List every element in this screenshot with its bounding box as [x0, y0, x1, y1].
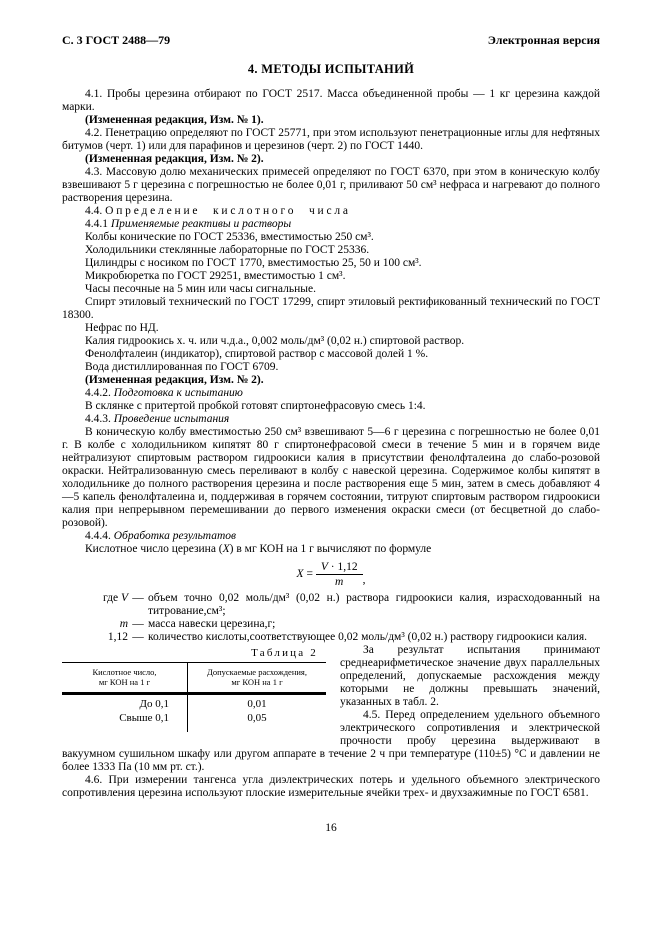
table-2-col1-header: [62, 663, 188, 694]
heading-4-4-3: [62, 413, 600, 426]
legend-label: [62, 631, 128, 644]
formula-intro-post: ) в мг КОН на 1 г вычисляют по формуле: [229, 543, 432, 555]
legend-label: [62, 592, 128, 618]
heading-4-4-2-num: 4.4.2.: [85, 387, 111, 399]
formula: [62, 561, 600, 588]
formula-numerator: [316, 561, 363, 575]
header-left-doc-ref: С. 3 ГОСТ 2488—79: [62, 33, 171, 47]
legend-var: m: [119, 618, 128, 630]
formula-legend: [62, 592, 600, 644]
reagent-item: Нефрас по НД.: [85, 322, 159, 334]
heading-4-4-3-title: Проведение испытания: [113, 413, 230, 425]
legend-row-coef: [62, 631, 600, 644]
table-2: [62, 662, 326, 732]
formula-fraction: [316, 561, 363, 588]
reagent-item: Фенолфталеин (индикатор), спиртовой раствор с массовой долей 1 %.: [85, 348, 429, 360]
legend-row-v: [62, 592, 600, 618]
reagent-item: Вода дистиллированная по ГОСТ 6709.: [85, 361, 279, 373]
formula-numerator-rest: · 1,12: [327, 561, 358, 573]
heading-4-4-4-num: 4.4.4.: [85, 530, 111, 542]
formula-intro-var: X: [222, 543, 230, 555]
heading-4-4-1: [62, 218, 600, 231]
heading-4-4: [62, 205, 600, 218]
col-header-line: Кислотное число,: [92, 667, 157, 677]
legend-dash: —: [132, 618, 144, 630]
formula-numerator-var: V: [320, 561, 328, 573]
reagent-item: Холодильники стеклянные лабораторные по ГОСТ 25336.: [85, 244, 370, 256]
formula-equals: =: [306, 568, 313, 581]
paragraph-result: За результат испытания принимают среднеарифметическое значение двух параллельных определений, допускаемые расхождения между которыми не должны превышать значений, указанных в табл. 2.: [340, 644, 600, 708]
amendment-note-2b: (Измененная редакция, Изм. № 2).: [85, 374, 264, 386]
formula-lhs: X: [296, 568, 304, 581]
legend-label: [62, 618, 128, 631]
heading-4-4-4: [62, 530, 600, 543]
table-2-block: [62, 647, 326, 732]
reagent-item: Цилиндры с носиком по ГОСТ 1770, вместимостью 25, 50 и 100 см³.: [85, 257, 422, 269]
heading-4-4-2: [62, 387, 600, 400]
reagent-item: Часы песочные на 5 мин или часы сигнальные.: [85, 283, 316, 295]
page-number: 16: [325, 822, 337, 834]
section-title: 4. МЕТОДЫ ИСПЫТАНИЙ: [247, 62, 415, 76]
table-2-caption: Таблица 2: [251, 647, 318, 659]
heading-4-4-1-title: Применяемые реактивы и растворы: [110, 218, 292, 230]
paragraph-4-3: 4.3. Массовую долю механических примесей определяют по ГОСТ 6370, при этом в коническую колбу взвешивают 5 г церезина с погрешностью не более 0,01 г, приливают 50 см³ нефраса и нагревают до полного растворения церезина.: [62, 166, 600, 204]
heading-4-4-1-num: 4.4.1: [85, 218, 108, 230]
table-2-header-row: [62, 663, 326, 694]
table-cell: Свыше 0,1: [62, 712, 188, 733]
legend-var: V: [120, 592, 128, 604]
heading-4-4-title: Определение кислотного числа: [105, 205, 351, 217]
paragraph-4-4-3: В коническую колбу вместимостью 250 см³ взвешивают 5—6 г церезина с погрешностью не более 0,01 г. В колбе с холодильником кипятят 80 г спиртонефрасовой смеси в течение 5 мин и в горячем виде нейтрализуют спиртовым раствором гидроокиси калия в присутствии фенолфталеина до слабо-розовой окраски. Нейтрализованную смесь переливают в колбу с навеской церезина. Содержимое колбы кипятят в холодильнике до полного растворения церезина и после растворения еще 5 мин, затем в смесь добавляют 4—5 капель фенолфталеина и, поддерживая в горячем состоянии, титруют спиртовым раствором гидроокиси калия при непрерывном перемешивании до первого изменения окраски смеси (от бесцветной до слабо-розовой).: [62, 426, 600, 529]
formula-intro: [62, 543, 600, 556]
paragraph-4-4-2: В склянке с притертой пробкой готовят спиртонефрасовую смесь 1:4.: [85, 400, 426, 412]
table-cell: 0,01: [247, 698, 267, 710]
reagent-item: Микробюретка по ГОСТ 29251, вместимостью 1 см³.: [85, 270, 346, 282]
reagent-item: Калия гидроокись х. ч. или ч.д.а., 0,002 моль/дм³ (0,02 н.) спиртовой раствор.: [85, 335, 465, 347]
legend-var: 1,12: [107, 631, 128, 643]
col-header-line: мг КОН на 1 г: [231, 677, 283, 687]
formula-intro-pre: Кислотное число церезина (: [85, 543, 223, 555]
paragraph-4-2: 4.2. Пенетрацию определяют по ГОСТ 25771, при этом используют пенетрационные иглы для нефтяных битумов (черт. 1) или для парафинов и церезинов (черт. 2) по ГОСТ 1440.: [62, 127, 600, 152]
amendment-note-2: (Измененная редакция, Изм. № 2).: [85, 153, 264, 165]
table-row: [62, 694, 326, 712]
paragraph-4-1: 4.1. Пробы церезина отбирают по ГОСТ 2517. Масса объединенной пробы — 1 кг церезина каждой марки.: [62, 88, 600, 113]
table-cell: До 0,1: [62, 694, 188, 712]
heading-4-4-num: 4.4.: [85, 205, 103, 217]
formula-denominator: m: [335, 576, 344, 588]
legend-text: объем точно 0,02 моль/дм³ (0,02 н.) раствора гидроокиси калия, израсходованный на титрование,см³;: [148, 592, 600, 617]
page-header: [62, 34, 600, 47]
paragraph-4-6: 4.6. При измерении тангенса угла диэлектрических потерь и удельного объемного электрического сопротивления церезина используют плоские измерительные ячейки трех- и двухзажимные по ГОСТ 6581.: [62, 774, 600, 799]
legend-row-m: [62, 618, 600, 631]
legend-pre: где: [102, 592, 121, 604]
reagent-item: Колбы конические по ГОСТ 25336, вместимостью 250 см³.: [85, 231, 374, 243]
formula-trailing-comma: ,: [362, 574, 366, 587]
col-header-line: мг КОН на 1 г: [98, 677, 151, 687]
table-row: [62, 712, 326, 733]
heading-4-4-3-num: 4.4.3.: [85, 413, 111, 425]
reagent-item: Спирт этиловый технический по ГОСТ 17299, спирт этиловый ректификованный технический по ГОСТ 18300.: [62, 296, 600, 321]
legend-text: масса навески церезина,г;: [148, 618, 276, 630]
legend-dash: —: [132, 592, 144, 604]
table-cell: 0,05: [247, 711, 267, 724]
legend-text: количество кислоты,соответствующее 0,02 моль/дм³ (0,02 н.) раствору гидроокиси калия.: [148, 631, 588, 643]
heading-4-4-4-title: Обработка результатов: [113, 530, 236, 542]
paragraph-4-5: 4.5. Перед определением удельного объемного электрического сопротивления и электрической прочности пробу церезина выдерживают в вакуумном сушильном шкафу или другом аппарате в течение 2 ч при температуре (110±5) °С и давлении не более 1333 Па (10 мм рт. ст.).: [62, 709, 600, 773]
heading-4-4-2-title: Подготовка к испытанию: [113, 387, 243, 399]
table-2-col2-header: [188, 663, 327, 694]
col-header-line: Допускаемые расхождения,: [207, 667, 307, 677]
legend-dash: —: [132, 631, 144, 643]
header-right-version: Электронная версия: [487, 33, 600, 47]
amendment-note-1: (Измененная редакция, Изм. № 1).: [85, 114, 264, 126]
